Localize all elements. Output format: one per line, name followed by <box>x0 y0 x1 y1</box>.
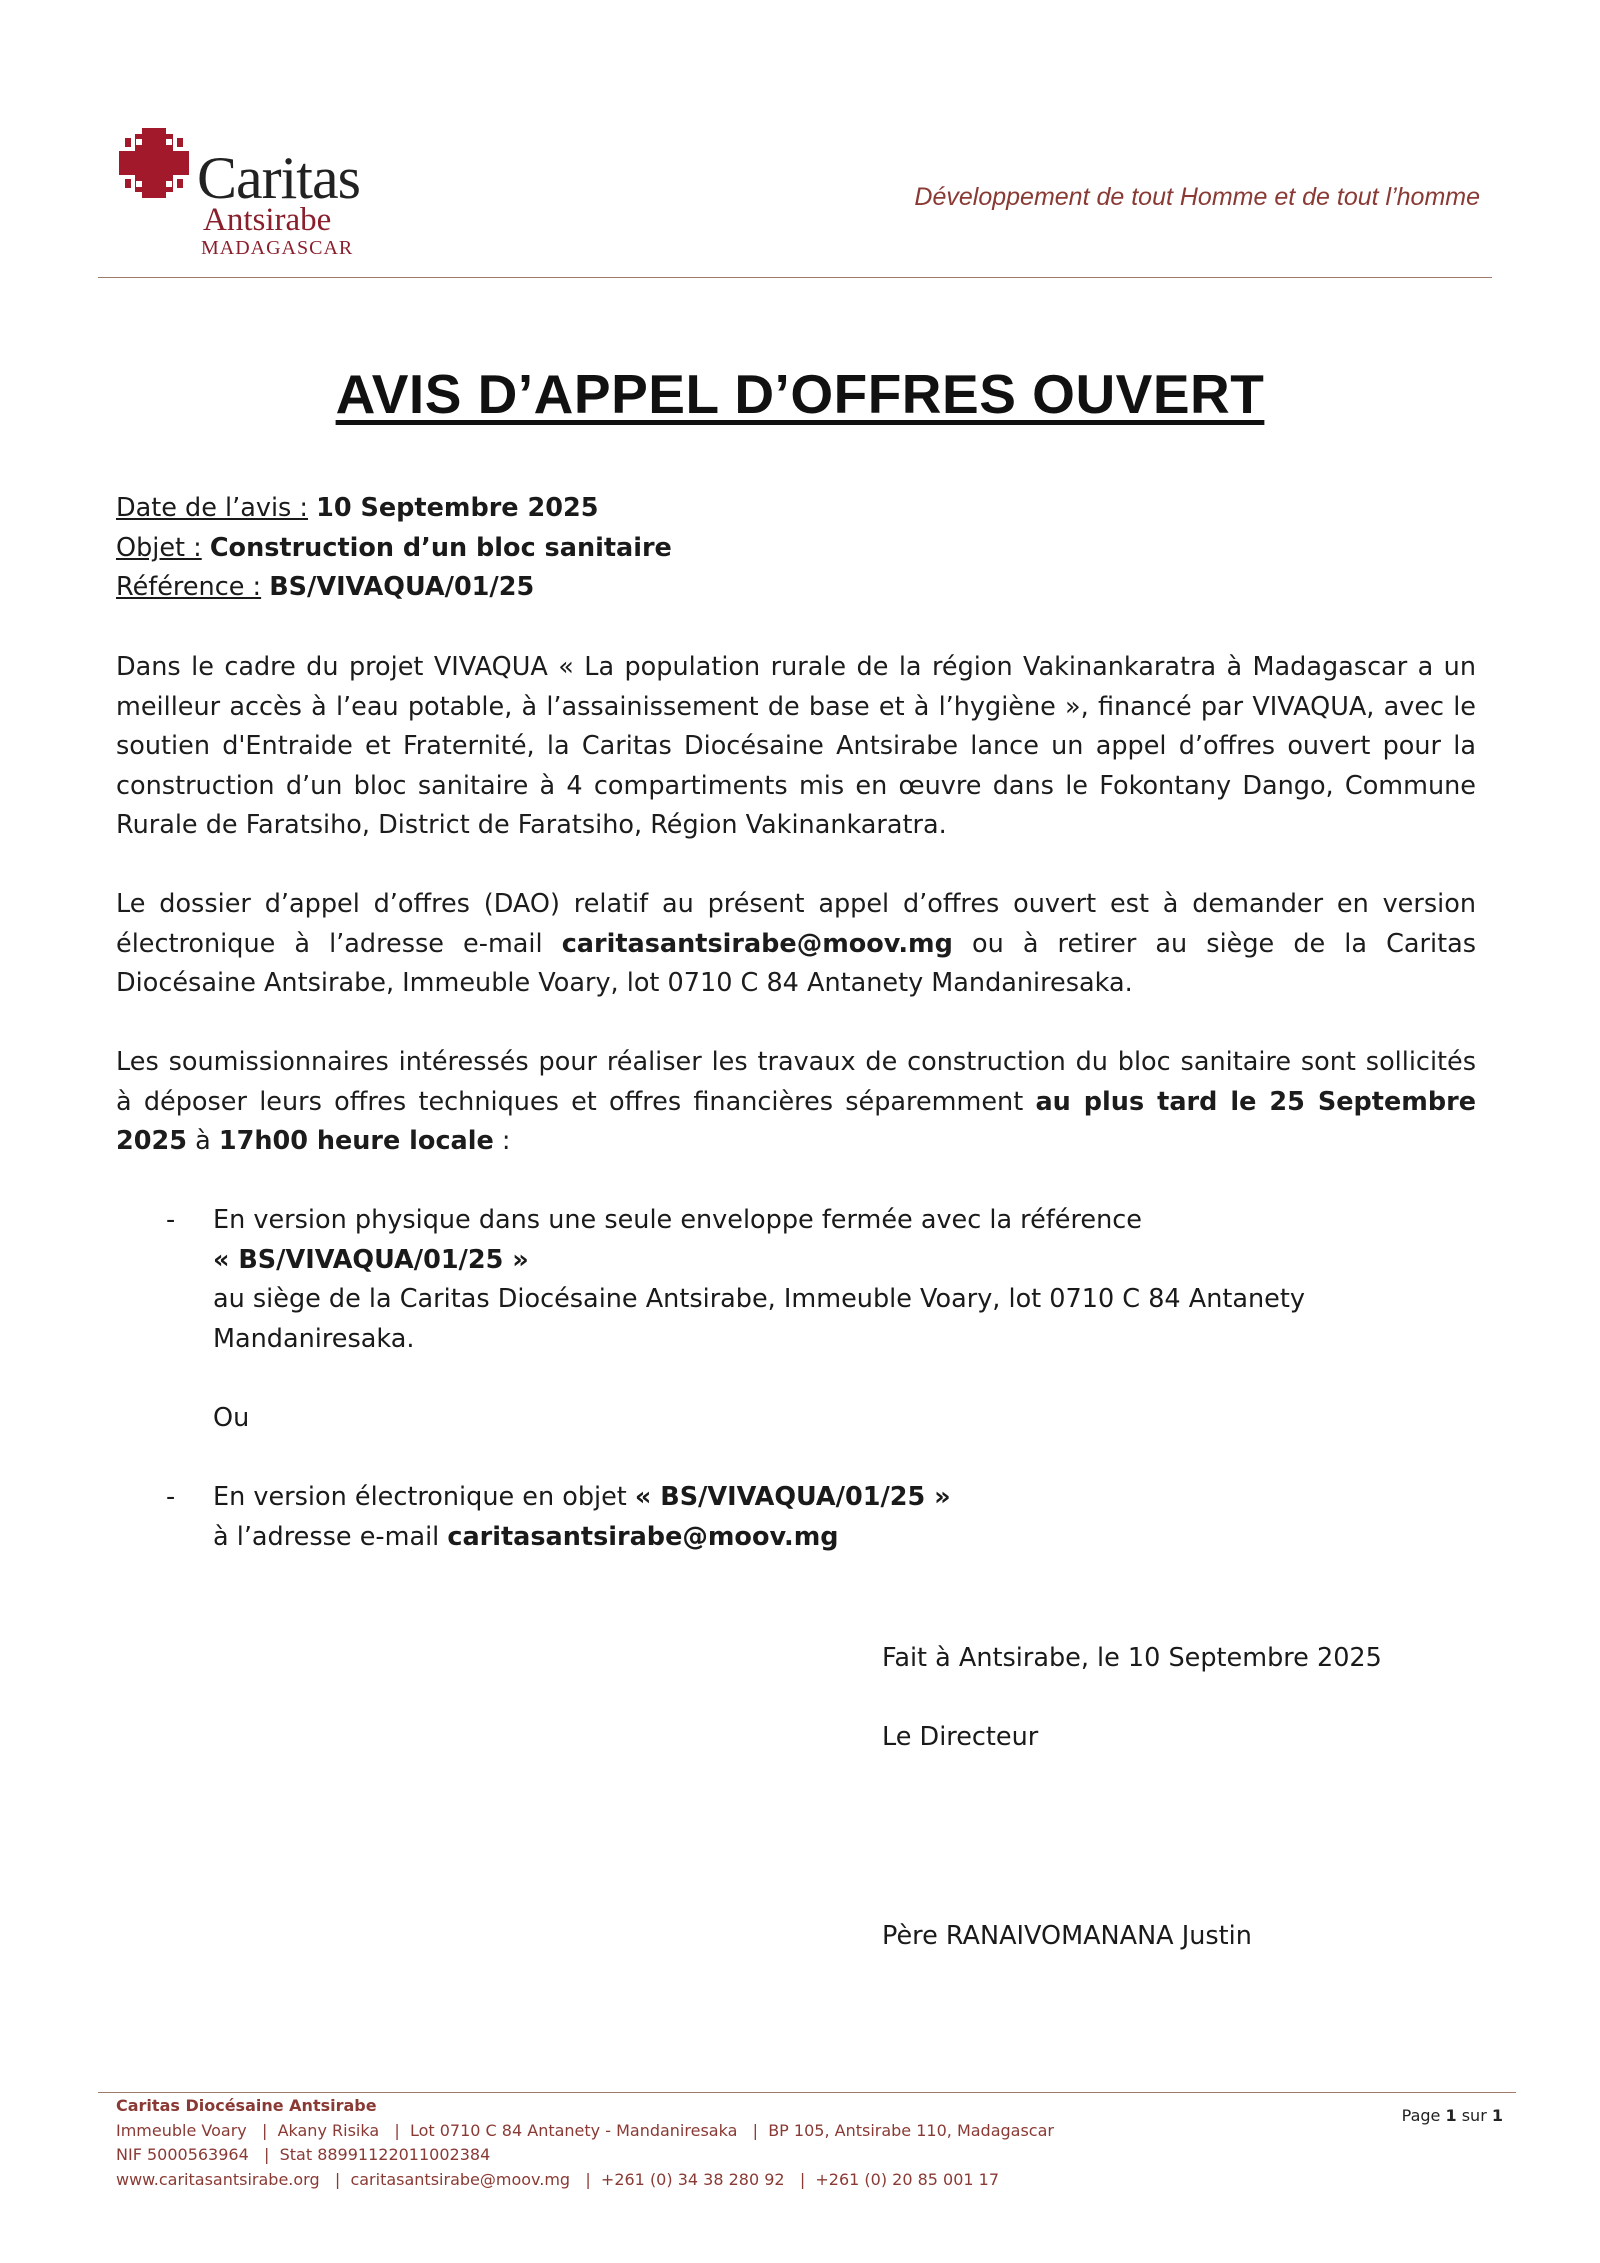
object-value: Construction d’un bloc sanitaire <box>209 533 672 563</box>
logo-country: MADAGASCAR <box>201 237 354 259</box>
bullet-electronic-email-label: à l’adresse e-mail <box>213 1521 448 1552</box>
bullet-physical-line1: En version physique dans une seule enveloppe fermée avec la référence <box>213 1205 1142 1235</box>
bullet-dash-2: - <box>166 1482 176 1512</box>
paragraph-dao <box>116 885 1476 1004</box>
bullet-physical-address: au siège de la Caritas Diocésaine Antsirabe, Immeuble Voary, lot 0710 C 84 Antanety Mandaniresaka. <box>213 1284 1305 1354</box>
bullet-electronic-email-link[interactable]: caritasantsirabe@moov.mg <box>447 1521 839 1552</box>
page-current: 1 <box>1445 2106 1457 2125</box>
bullet-or: Ou <box>213 1403 250 1433</box>
bullet-electronic-reference: « BS/VIVAQUA/01/25 » <box>634 1482 951 1512</box>
paragraph-dao-text-a: Le dossier d’appel d’offres (DAO) relatif au présent appel d’offres ouvert est à demander en version électronique à l’adresse e-mail <box>116 889 1476 959</box>
page-number <box>1402 2106 1503 2125</box>
signature-role: Le Directeur <box>882 1722 1039 1752</box>
footer-org: Caritas Diocésaine Antsirabe <box>116 2096 377 2115</box>
notice-reference <box>116 568 534 608</box>
dao-email-link[interactable]: caritasantsirabe@moov.mg <box>561 928 953 959</box>
submission-at: à <box>186 1126 219 1156</box>
footer-address: Immeuble Voary | Akany Risika | Lot 0710 C 84 Antanety - Mandaniresaka | BP 105, Antsirabe 110, Madagascar <box>116 2120 1054 2140</box>
paragraph-submission <box>116 1043 1476 1162</box>
signature-place-date: Fait à Antsirabe, le 10 Septembre 2025 <box>882 1643 1382 1673</box>
paragraph-context: Dans le cadre du projet VIVAQUA « La population rurale de la région Vakinankaratra à Madagascar a un meilleur accès à l’eau potable, à l’assainissement de base et à l’hygiène », financé par VIVAQUA, avec le soutien d'Entraide et Fraternité, la Caritas Diocésaine Antsirabe lance un appel d’offres ouvert pour la construction d’un bloc sanitaire à 4 compartiments mis en œuvre dans le Fokontany Dango, Commune Rurale de Faratsiho, District de Faratsiho, Région Vakinankaratra. <box>116 652 1476 840</box>
document-title: AVIS D’APPEL D’OFFRES OUVERT <box>335 363 1265 425</box>
paragraph-submission-text: Les soumissionnaires intéressés pour réaliser les travaux de construction du bloc sanitaire sont sollicités à déposer leurs offres techniques et offres financières séparemment <box>116 1047 1476 1117</box>
footer-divider <box>98 2092 1516 2093</box>
caritas-cross-icon <box>115 124 193 202</box>
footer <box>116 2094 1054 2192</box>
caritas-logo <box>115 120 385 265</box>
object-label: Objet : <box>116 533 202 563</box>
bullet-physical-reference: « BS/VIVAQUA/01/25 » <box>213 1244 529 1275</box>
bullet-electronic <box>213 1478 1433 1557</box>
footer-ids: NIF 5000563964 | Stat 88991122011002384 <box>116 2145 491 2164</box>
reference-value: BS/VIVAQUA/01/25 <box>269 572 535 602</box>
paragraph-dao-text-b: ou à retirer au siège de la Caritas Diocésaine Antsirabe, Immeuble Voary, lot 0710 C 84 Antanety Mandaniresaka. <box>116 928 1476 998</box>
reference-label: Référence : <box>116 572 262 602</box>
bullet-electronic-text: En version électronique en objet <box>213 1482 635 1512</box>
bullet-dash-1: - <box>166 1205 176 1235</box>
bullet-physical <box>213 1201 1433 1359</box>
submission-end: : <box>493 1126 511 1156</box>
page-separator: sur <box>1456 2106 1492 2125</box>
notice-object <box>116 529 672 569</box>
footer-contact: www.caritasantsirabe.org | caritasantsirabe@moov.mg | +261 (0) 34 38 280 92 | +261 (0) 20 85 001 17 <box>116 2169 1000 2189</box>
page-total: 1 <box>1491 2106 1503 2125</box>
header-divider <box>98 277 1492 278</box>
logo-name: Caritas <box>197 145 360 211</box>
tagline: Développement de tout Homme et de tout l’homme <box>914 183 1480 211</box>
date-label: Date de l’avis : <box>116 493 309 523</box>
submission-deadline: au plus tard le 25 Septembre 2025 <box>116 1086 1476 1156</box>
date-value: 10 Septembre 2025 <box>316 493 599 523</box>
submission-time: 17h00 heure locale <box>218 1126 494 1156</box>
page-label: Page <box>1401 2106 1446 2125</box>
signature-name: Père RANAIVOMANANA Justin <box>882 1921 1252 1951</box>
logo-city: Antsirabe <box>203 202 332 238</box>
notice-date <box>116 489 598 529</box>
